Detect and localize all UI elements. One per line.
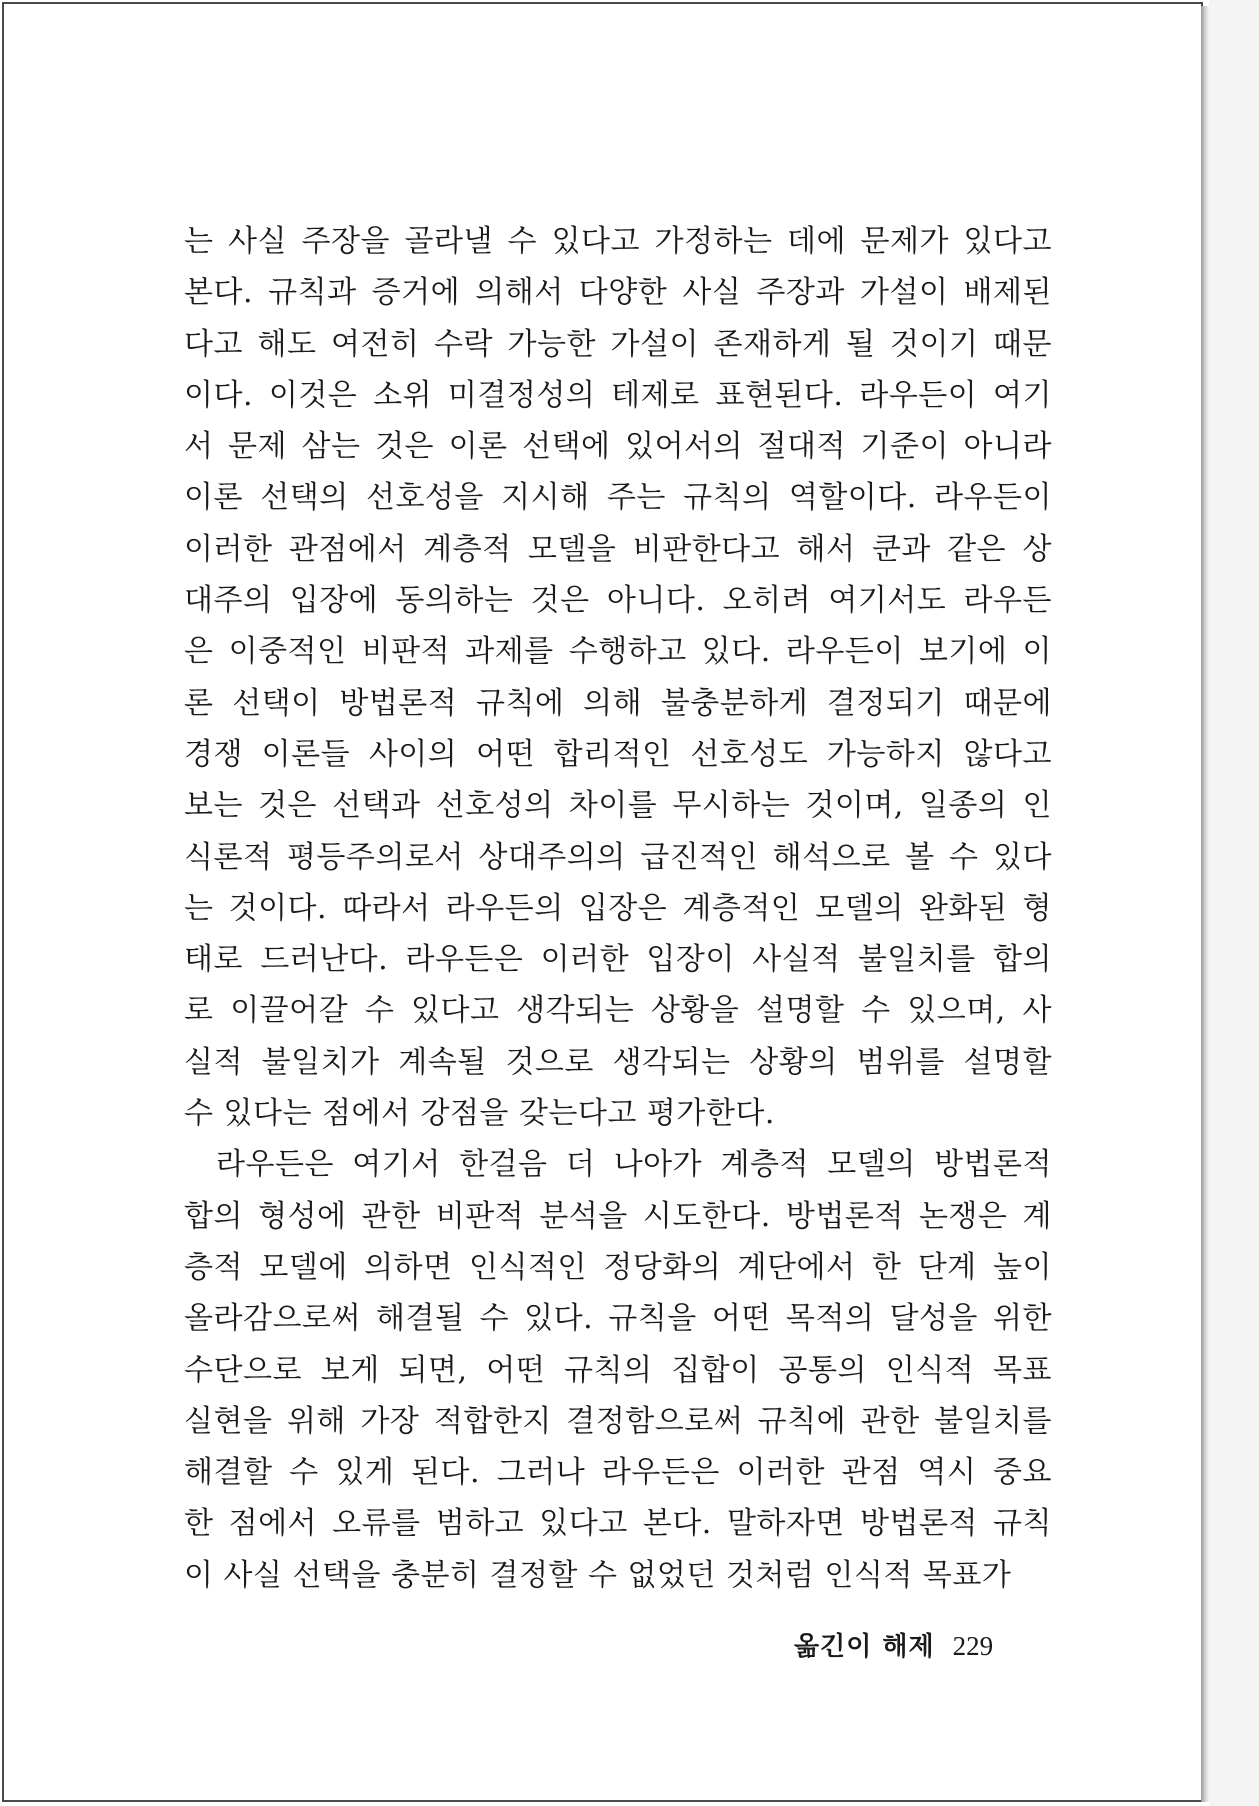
paragraph-2 — [184, 1139, 1052, 1601]
text-line: 수단으로 보게 되면, 어떤 규칙의 집합이 공통의 인식적 목표 — [184, 1352, 1052, 1388]
text-line: 이다. 이것은 소위 미결정성의 테제로 표현된다. 라우든이 여기 — [184, 377, 1052, 413]
text-line: 식론적 평등주의로서 상대주의의 급진적인 해석으로 볼 수 있다 — [184, 839, 1052, 875]
text-line: 실적 불일치가 계속될 것으로 생각되는 상황의 범위를 설명할 — [184, 1044, 1052, 1080]
text-line: 이론 선택의 선호성을 지시해 주는 규칙의 역할이다. 라우든이 — [184, 480, 1052, 516]
text-line: 경쟁 이론들 사이의 어떤 합리적인 선호성도 가능하지 않다고 — [184, 736, 1052, 772]
text-line: 해결할 수 있게 된다. 그러나 라우든은 이러한 관점 역시 중요 — [184, 1455, 1052, 1491]
viewer-background — [1209, 0, 1259, 1806]
book-page — [2, 2, 1203, 1802]
text-line: 서 문제 삼는 것은 이론 선택에 있어서의 절대적 기준이 아니라 — [184, 429, 1052, 465]
text-line: 층적 모델에 의하면 인식적인 정당화의 계단에서 한 단계 높이 — [184, 1249, 1052, 1285]
text-line: 태로 드러난다. 라우든은 이러한 입장이 사실적 불일치를 합의 — [184, 942, 1052, 978]
text-line: 수 있다는 점에서 강점을 갖는다고 평가한다. — [184, 1096, 775, 1132]
text-line: 합의 형성에 관한 비판적 분석을 시도한다. 방법론적 논쟁은 계 — [184, 1198, 1052, 1234]
body-text — [184, 216, 1052, 1601]
text-line: 라우든은 여기서 한걸음 더 나아가 계층적 모델의 방법론적 — [216, 1147, 1052, 1183]
text-line: 론 선택이 방법론적 규칙에 의해 불충분하게 결정되기 때문에 — [184, 685, 1052, 721]
text-line: 는 것이다. 따라서 라우든의 입장은 계층적인 모델의 완화된 형 — [184, 890, 1052, 926]
text-line: 본다. 규칙과 증거에 의해서 다양한 사실 주장과 가설이 배제된 — [184, 275, 1052, 311]
text-line: 이 사실 선택을 충분히 결정할 수 없었던 것처럼 인식적 목표가 — [184, 1557, 1012, 1593]
text-line: 는 사실 주장을 골라낼 수 있다고 가정하는 데에 문제가 있다고 — [184, 224, 1052, 259]
paragraph-1 — [184, 216, 1052, 1139]
text-line: 보는 것은 선택과 선호성의 차이를 무시하는 것이며, 일종의 인 — [184, 788, 1052, 824]
page-number: 229 — [952, 1631, 994, 1661]
text-line: 로 이끌어갈 수 있다고 생각되는 상황을 설명할 수 있으며, 사 — [184, 993, 1052, 1029]
text-line: 올라감으로써 해결될 수 있다. 규칙을 어떤 목적의 달성을 위한 — [184, 1301, 1052, 1337]
footer-section-title: 옮긴이 해제 — [794, 1632, 935, 1662]
page-edge-shadow — [1201, 6, 1209, 1802]
text-line: 다고 해도 여전히 수락 가능한 가설이 존재하게 될 것이기 때문 — [184, 326, 1052, 362]
text-line: 이러한 관점에서 계층적 모델을 비판한다고 해서 쿤과 같은 상 — [184, 531, 1052, 567]
text-line: 한 점에서 오류를 범하고 있다고 본다. 말하자면 방법론적 규칙 — [184, 1506, 1052, 1542]
text-line: 대주의 입장에 동의하는 것은 아니다. 오히려 여기서도 라우든 — [184, 583, 1052, 619]
text-line: 은 이중적인 비판적 과제를 수행하고 있다. 라우든이 보기에 이 — [184, 634, 1052, 670]
running-footer — [794, 1626, 993, 1663]
text-line: 실현을 위해 가장 적합한지 결정함으로써 규칙에 관한 불일치를 — [184, 1403, 1052, 1439]
